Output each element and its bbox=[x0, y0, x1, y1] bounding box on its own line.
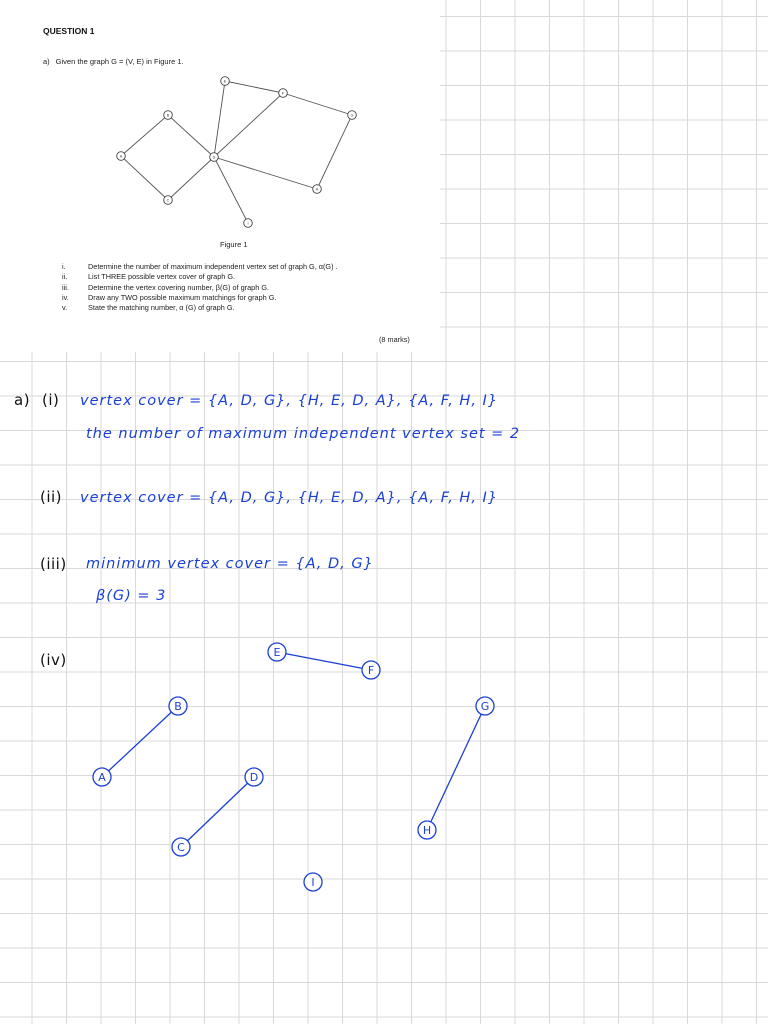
svg-text:H: H bbox=[422, 824, 432, 837]
part-iii-beta: β(G) = 3 bbox=[96, 588, 167, 604]
subpart-number: iii. bbox=[62, 282, 69, 292]
intro-text: Given the graph G = (V, E) in Figure 1. bbox=[55, 57, 184, 66]
marks-label: (8 marks) bbox=[379, 335, 410, 344]
subpart-text: Draw any TWO possible maximum matchings for graph G. bbox=[88, 292, 277, 302]
subpart-number: v. bbox=[62, 303, 68, 313]
matching-node-d bbox=[245, 768, 263, 786]
subpart-number: iv. bbox=[62, 292, 69, 302]
svg-text:G: G bbox=[350, 113, 354, 118]
part-iii-min-cover: minimum vertex cover = {A, D, G} bbox=[86, 556, 374, 572]
matching-node-h bbox=[418, 821, 436, 839]
svg-text:A: A bbox=[98, 771, 106, 784]
svg-text:D: D bbox=[212, 155, 216, 160]
part-i-independent-set: the number of maximum independent vertex set = 2 bbox=[86, 426, 521, 442]
part-iii-label: (iii) bbox=[40, 555, 67, 573]
matching-node-c bbox=[172, 838, 190, 856]
matching-node-e bbox=[268, 643, 286, 661]
matching-node-g bbox=[476, 697, 494, 715]
subpart-text: List THREE possible vertex cover of graph G. bbox=[88, 272, 236, 282]
matching-edge-gh bbox=[427, 706, 485, 830]
matching-node-a bbox=[93, 768, 111, 786]
matching-node-f bbox=[362, 661, 380, 679]
matching-node-b bbox=[169, 697, 187, 715]
part-ii-vertex-cover: vertex cover = {A, D, G}, {H, E, D, A}, {A, F, H, I} bbox=[80, 490, 499, 506]
svg-text:A: A bbox=[119, 154, 123, 159]
svg-text:F: F bbox=[367, 664, 375, 677]
figure-caption: Figure 1 bbox=[220, 240, 248, 249]
part-i-vertex-cover: vertex cover = {A, D, G}, {H, E, D, A}, {A, F, H, I} bbox=[80, 393, 499, 409]
svg-text:E: E bbox=[273, 646, 281, 659]
matching-edge-ab bbox=[102, 706, 178, 777]
svg-text:B: B bbox=[174, 700, 182, 713]
svg-text:B: B bbox=[166, 113, 170, 118]
svg-text:F: F bbox=[281, 91, 285, 96]
svg-text:D: D bbox=[249, 771, 259, 784]
subpart-text: Determine the vertex covering number, β(G) of graph G. bbox=[88, 282, 270, 292]
svg-text:G: G bbox=[480, 700, 490, 713]
subpart-number: ii. bbox=[62, 272, 68, 282]
svg-text:I: I bbox=[247, 221, 249, 226]
part-iv-label: (iv) bbox=[40, 651, 67, 669]
subpart-text: Determine the number of maximum independent vertex set of graph G, α(G) . bbox=[88, 262, 338, 271]
matching-edge-cd bbox=[181, 777, 254, 847]
svg-text:E: E bbox=[223, 79, 227, 84]
svg-text:C: C bbox=[177, 841, 185, 854]
svg-text:H: H bbox=[315, 187, 319, 192]
question-title: QUESTION 1 bbox=[43, 26, 95, 36]
intro-label: a) bbox=[43, 57, 50, 66]
svg-text:I: I bbox=[311, 876, 315, 889]
matching-node-i bbox=[304, 873, 322, 891]
matching-edge-ef bbox=[277, 652, 371, 670]
part-a-label: a) bbox=[14, 391, 31, 409]
part-i-label: (i) bbox=[42, 391, 60, 409]
subpart-text: State the matching number, α (G) of graph G. bbox=[88, 303, 235, 313]
part-ii-label: (ii) bbox=[40, 488, 63, 506]
subpart-number: i. bbox=[62, 262, 66, 271]
svg-text:C: C bbox=[166, 198, 170, 203]
